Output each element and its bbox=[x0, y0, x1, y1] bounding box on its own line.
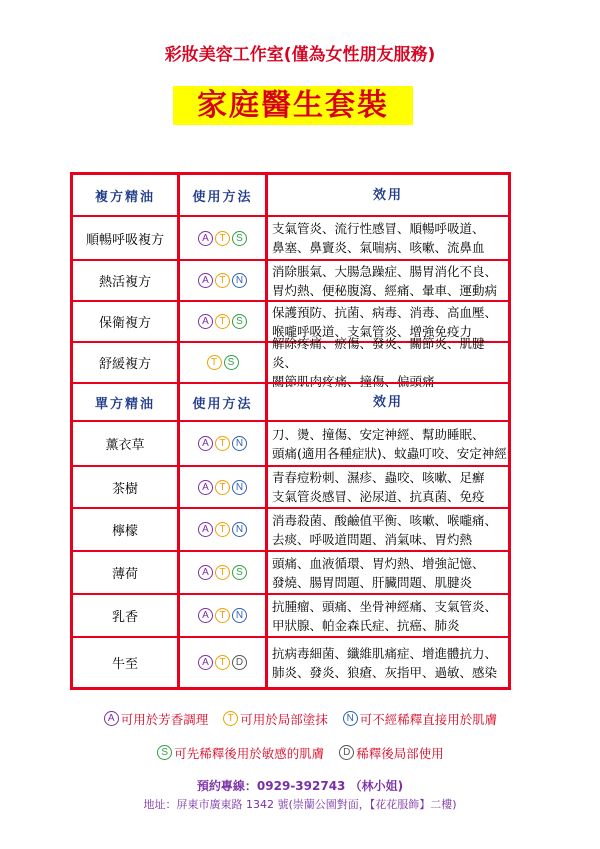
usage-methods bbox=[180, 638, 268, 687]
effects-text: 青春痘粉刺、濕疹、蟲咬、咳嗽、足癬 支氣管炎感冒、泌尿道、抗真菌、免疫 bbox=[272, 470, 485, 504]
method-n-icon: N bbox=[343, 711, 358, 726]
oil-name: 舒緩複方 bbox=[73, 343, 180, 382]
effects-cell bbox=[268, 217, 508, 259]
phone-line: 預約專線：0929-392743 （林小姐) bbox=[196, 779, 404, 793]
usage-methods bbox=[180, 343, 268, 382]
table-row bbox=[73, 215, 508, 259]
method-s-icon: S bbox=[232, 565, 247, 580]
legend-item bbox=[103, 710, 209, 728]
legend-item bbox=[338, 744, 444, 762]
method-t-icon: T bbox=[215, 480, 230, 495]
method-s-icon: S bbox=[157, 745, 172, 760]
method-t-icon: T bbox=[215, 608, 230, 623]
oil-name: 乳香 bbox=[73, 595, 180, 636]
legend-text: 可用於芳香調理 bbox=[120, 711, 209, 727]
method-n-icon: N bbox=[232, 273, 247, 288]
method-t-icon: T bbox=[215, 231, 230, 246]
legend-item bbox=[156, 744, 324, 762]
effects-cell bbox=[268, 261, 508, 300]
column-header: 效用 bbox=[372, 187, 403, 203]
effects-text: 抗病毒細菌、纖維肌痛症、增進體抗力、 肺炎、發炎、狼瘡、灰指甲、過敏、感染 bbox=[272, 645, 498, 680]
studio-name: 彩妝美容工作室(僅為女性朋友服務) bbox=[164, 45, 436, 65]
effects-text: 頭痛、血液循環、胃灼熱、增強記憶、 發燒、腸胃問題、肝臟問題、肌腱炎 bbox=[272, 555, 485, 590]
legend-item bbox=[342, 710, 498, 728]
method-n-icon: N bbox=[232, 608, 247, 623]
column-header: 使用方法 bbox=[180, 175, 268, 215]
effects-cell bbox=[268, 552, 508, 593]
method-a-icon: A bbox=[198, 522, 213, 537]
column-header: 使用方法 bbox=[180, 384, 268, 420]
legend-item bbox=[222, 710, 328, 728]
method-t-icon: T bbox=[223, 711, 238, 726]
method-a-icon: A bbox=[198, 608, 213, 623]
table-row bbox=[73, 636, 508, 687]
method-t-icon: T bbox=[215, 436, 230, 451]
effects-cell bbox=[268, 595, 508, 636]
method-t-icon: T bbox=[215, 314, 230, 329]
usage-methods bbox=[180, 509, 268, 550]
table-row bbox=[73, 507, 508, 550]
method-a-icon: A bbox=[198, 480, 213, 495]
method-t-icon: T bbox=[207, 355, 222, 370]
table-header-row bbox=[73, 175, 508, 215]
usage-methods bbox=[180, 467, 268, 507]
usage-methods bbox=[180, 422, 268, 465]
effects-text: 刀、燙、撞傷、安定神經、幫助睡眠、 頭痛(適用各種症狀)、蚊蟲叮咬、安定神經 bbox=[272, 426, 507, 461]
table-row bbox=[73, 336, 508, 389]
oil-name: 薄荷 bbox=[73, 552, 180, 593]
effects-text: 保護預防、抗菌、病毒、消毒、高血壓、 喉嚨呼吸道、支氣管炎、增強免疫力 bbox=[272, 304, 498, 339]
effects-text: 解除疼痛、瘀傷、發炎、關節炎、肌腱炎、 關節肌肉疼痛、撞傷、偏頭痛 bbox=[272, 336, 485, 389]
method-s-icon: S bbox=[232, 231, 247, 246]
oil-table bbox=[70, 172, 511, 690]
table-row bbox=[73, 420, 508, 465]
method-t-icon: T bbox=[215, 565, 230, 580]
legend-text: 可不經稀釋直接用於肌膚 bbox=[359, 711, 498, 727]
method-a-icon: A bbox=[104, 711, 119, 726]
method-n-icon: N bbox=[232, 436, 247, 451]
oil-name: 保衛複方 bbox=[73, 302, 180, 341]
method-t-icon: T bbox=[215, 273, 230, 288]
table-row bbox=[73, 550, 508, 593]
effects-cell bbox=[268, 422, 508, 465]
usage-methods bbox=[180, 595, 268, 636]
legend-row-1 bbox=[0, 709, 600, 728]
usage-methods bbox=[180, 217, 268, 259]
legend-row-2 bbox=[0, 743, 600, 762]
method-a-icon: A bbox=[198, 436, 213, 451]
method-d-icon: D bbox=[339, 745, 354, 760]
usage-methods bbox=[180, 261, 268, 300]
method-t-icon: T bbox=[215, 522, 230, 537]
oil-name: 順暢呼吸複方 bbox=[73, 217, 180, 259]
legend-text: 稀釋後局部使用 bbox=[356, 745, 444, 761]
column-header: 單方精油 bbox=[73, 384, 180, 420]
effects-text: 消除脹氣、大腸急躁症、腸胃消化不良、 胃灼熱、便秘腹瀉、經痛、暈車、運動病 bbox=[272, 263, 498, 298]
effects-text: 支氣管炎、流行性感冒、順暢呼吸道、 鼻塞、鼻竇炎、氣喘病、咳嗽、流鼻血 bbox=[272, 221, 485, 255]
method-a-icon: A bbox=[198, 231, 213, 246]
method-d-icon: D bbox=[232, 655, 247, 670]
usage-methods bbox=[180, 552, 268, 593]
page-title: 家庭醫生套裝 bbox=[173, 86, 413, 125]
method-a-icon: A bbox=[198, 314, 213, 329]
table-row bbox=[73, 259, 508, 300]
effects-cell bbox=[268, 509, 508, 550]
effects-text: 消毒殺菌、酸鹼值平衡、咳嗽、喉嚨痛、 去痰、呼吸道問題、消氣味、胃灼熱 bbox=[272, 512, 498, 547]
address: 地址：屏東市廣東路 1342 號(崇蘭公園對面，【花花服飾】二樓) bbox=[143, 798, 457, 811]
legend-text: 可用於局部塗抹 bbox=[240, 711, 328, 727]
column-header: 複方精油 bbox=[73, 175, 180, 215]
effects-cell bbox=[268, 336, 508, 389]
method-a-icon: A bbox=[198, 565, 213, 580]
method-s-icon: S bbox=[232, 314, 247, 329]
table-header-row bbox=[73, 382, 508, 420]
oil-name: 薰衣草 bbox=[73, 422, 180, 465]
effects-cell bbox=[268, 638, 508, 687]
column-header: 效用 bbox=[372, 394, 403, 410]
usage-methods bbox=[180, 302, 268, 341]
oil-name: 牛至 bbox=[73, 638, 180, 687]
oil-name: 茶樹 bbox=[73, 467, 180, 507]
method-s-icon: S bbox=[224, 355, 239, 370]
oil-name: 檸檬 bbox=[73, 509, 180, 550]
table-row bbox=[73, 593, 508, 636]
method-t-icon: T bbox=[215, 655, 230, 670]
legend-text: 可先稀釋後用於敏感的肌膚 bbox=[174, 745, 325, 761]
method-n-icon: N bbox=[232, 522, 247, 537]
effects-text: 抗腫瘤、頭痛、坐骨神經痛、支氣管炎、 甲狀腺、帕金森氏症、抗癌、肺炎 bbox=[272, 598, 498, 633]
table-row bbox=[73, 465, 508, 507]
method-n-icon: N bbox=[232, 480, 247, 495]
oil-name: 熱活複方 bbox=[73, 261, 180, 300]
effects-cell bbox=[268, 467, 508, 507]
method-a-icon: A bbox=[198, 273, 213, 288]
method-a-icon: A bbox=[198, 655, 213, 670]
